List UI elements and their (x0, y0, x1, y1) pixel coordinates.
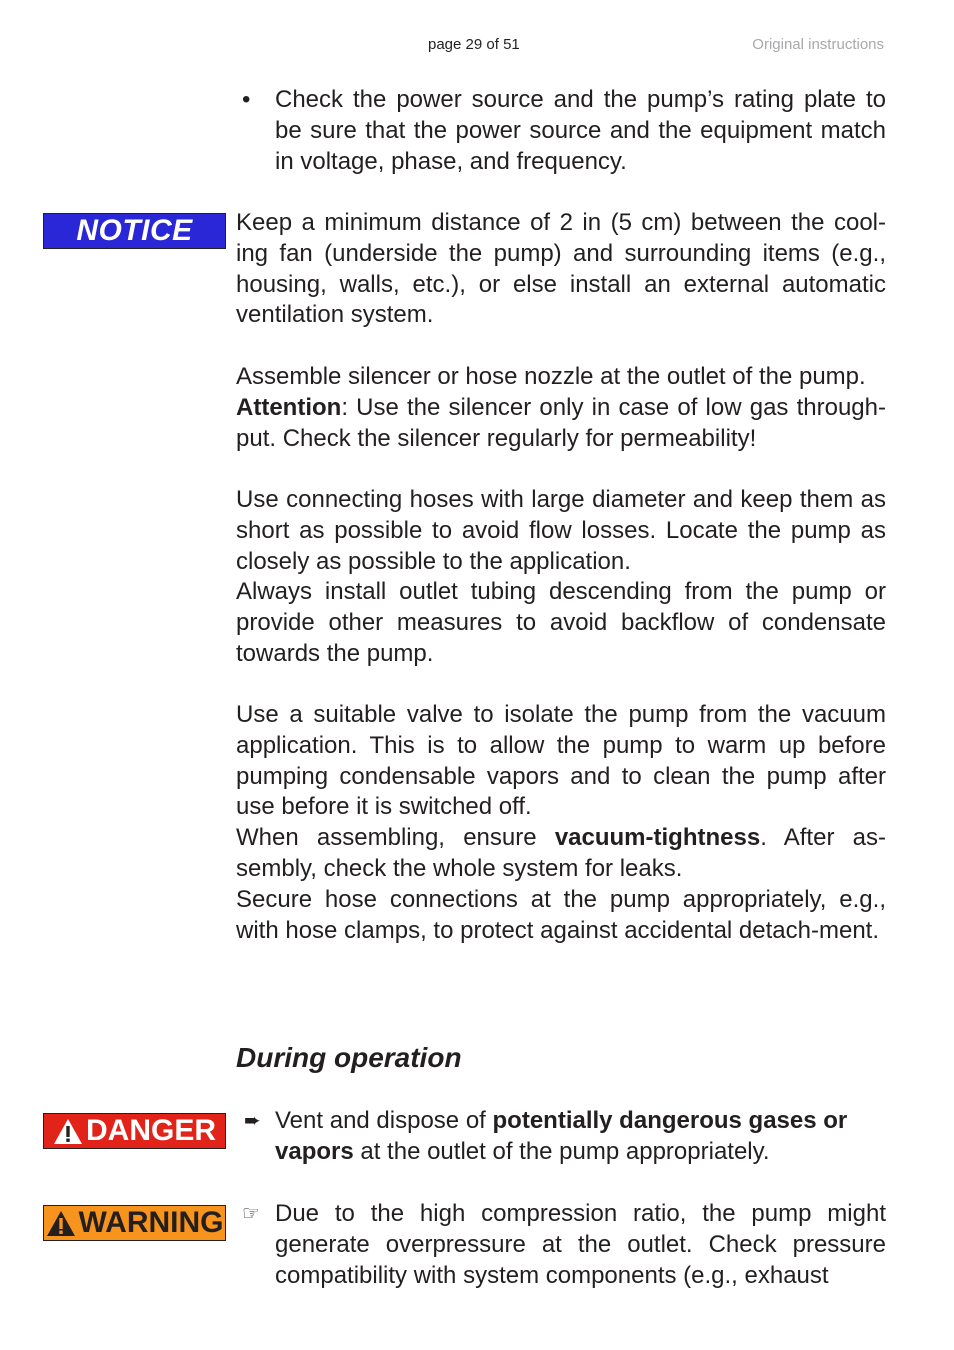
attention-line (236, 393, 886, 455)
document-label: Original instructions (752, 36, 884, 53)
tightness-pre: When assembling, ensure (236, 824, 555, 852)
tightness-post: . After as-sembly, check the whole system for leaks. (236, 824, 886, 882)
danger-instruction (242, 1106, 886, 1168)
bullet-text: Check the power source and the pump’s rating plate to be sure that the power source and the equipment match in voltage, phase, and frequency. (275, 86, 886, 175)
notice-paragraph-1: Keep a minimum distance of 2 in (5 cm) between the cool-ing fan (underside the pump) and surrounding items (e.g., housing, walls, etc.), or else install an external automatic ventilation system. (236, 209, 886, 329)
notice-paragraph-5: Use a suitable valve to isolate the pump from the vacuum application. This is to allow the pump to warm up before pumping condensable vapors and to clean the pump after use before it is switched off. (236, 701, 886, 821)
bullet-marker: • (242, 86, 251, 113)
tightness-keyword: vacuum-tightness (554, 824, 761, 852)
warning-label (43, 1205, 226, 1241)
notice-hoses-paragraph (236, 485, 886, 670)
warning-label-text: WARNING (78, 1206, 224, 1239)
notice-paragraph-7: Secure hose connections at the pump appropriately, e.g., with hose clamps, to protect against accidental detach-ment. (236, 885, 886, 944)
danger-pre: Vent and dispose of (275, 1107, 493, 1134)
warning-instruction (242, 1199, 886, 1291)
notice-label (43, 213, 226, 249)
danger-label (43, 1113, 226, 1149)
arrow-icon: ➨ (244, 1110, 261, 1132)
notice-label-text: NOTICE (76, 214, 193, 247)
page-number: page 29 of 51 (428, 36, 520, 53)
pointing-hand-icon: ☞ (242, 1203, 260, 1225)
notice-silencer-paragraph (236, 362, 886, 454)
attention-text: : Use the silencer only in case of low gas through-put. Check the silencer regularly for permeability! (236, 393, 886, 452)
notice-paragraph-6 (236, 823, 886, 885)
danger-label-text: DANGER (85, 1114, 216, 1147)
notice-paragraph-4: Always install outlet tubing descending from the pump or provide other measures to avoid backflow of condensate towards the pump. (236, 578, 886, 667)
bullet-power-check (242, 85, 886, 177)
danger-keyword: potentially dangerous gases or vapors (275, 1107, 848, 1165)
silencer-line: Assemble silencer or hose nozzle at the outlet of the pump. (236, 363, 866, 390)
danger-text (275, 1106, 886, 1168)
attention-keyword: Attention (236, 393, 342, 421)
warning-triangle-icon (46, 1210, 76, 1237)
notice-ventilation-paragraph (236, 208, 886, 331)
notice-paragraph-3: Use connecting hoses with large diameter and keep them as short as possible to avoid flow losses. Locate the pump as closely as possible to the application. (236, 486, 886, 575)
warning-triangle-icon (53, 1118, 83, 1145)
warning-text: Due to the high compression ratio, the pump might generate overpressure at the outlet. Check pressure compatibility with system components (e.g., exhaust (275, 1200, 886, 1289)
section-heading: During operation (236, 1042, 462, 1073)
notice-valve-paragraph (236, 700, 886, 946)
danger-post: at the outlet of the pump appropriately. (353, 1137, 770, 1165)
